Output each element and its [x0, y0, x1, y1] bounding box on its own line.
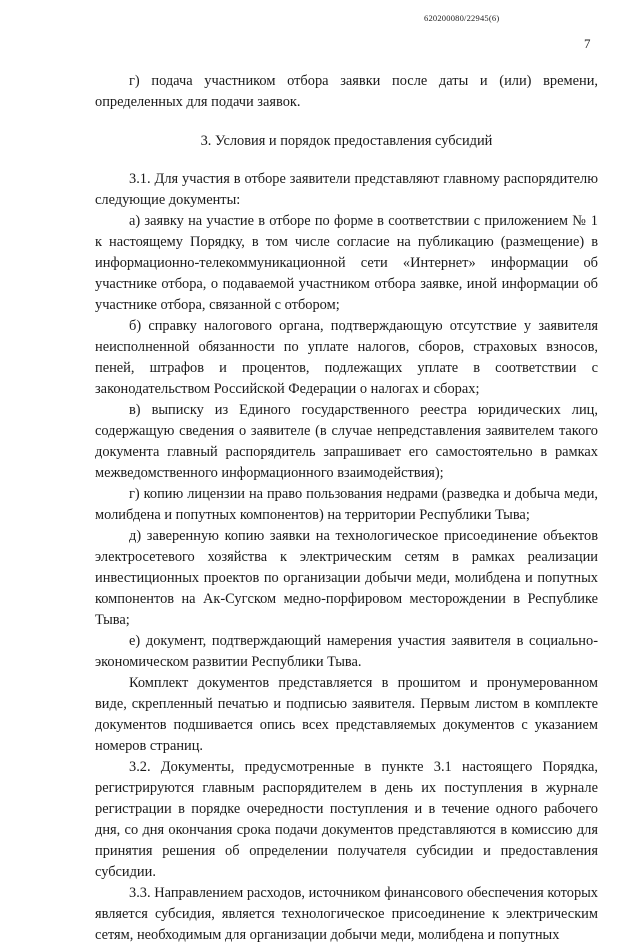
paragraph-3-1-a: а) заявку на участие в отборе по форме в соответствии с приложением № 1 к настоящему Порядку, в том числе согласие на публикацию (размещение) в информационно-телекоммуникационной сети «Интернет» информации об участнике отбора, о подаваемой участником отбора заявке, иной информации об участнике отбора, связанной с отбором;: [95, 213, 598, 313]
paragraph-3-1-b: б) справку налогового органа, подтверждающую отсутствие у заявителя неисполненной обязанности по уплате налогов, сборов, страховых взносов, пеней, штрафов и процентов, подлежащих уплате в соответствии с законодательством Российской Федерации о налогах и сборах;: [95, 318, 598, 397]
document-id: 620200080/22945(6): [424, 13, 500, 23]
paragraph-3-1-g: г) копию лицензии на право пользования недрами (разведка и добыча меди, молибдена и попутных компонентов) на территории Республики Тыва;: [95, 486, 598, 523]
paragraph-3-2: 3.2. Документы, предусмотренные в пункте 3.1 настоящего Порядка, регистрируются главным распорядителем в день их поступления в журнале регистрации в порядке очередности поступления и в течение одного рабочего дня, со дня окончания срока подачи документов представляются в комиссию для принятия решения об определении получателя субсидии и предоставления субсидии.: [95, 759, 598, 880]
section-heading: 3. Условия и порядок предоставления субсидий: [200, 133, 493, 149]
intro-paragraph: г) подача участником отбора заявки после даты и (или) времени, определенных для подачи заявок.: [95, 73, 598, 110]
paragraph-3-3: 3.3. Направлением расходов, источником финансового обеспечения которых является субсидия, является технологическое присоединение к электрическим сетям, необходимым для организации добычи меди, молибдена и попутных: [95, 885, 598, 943]
paragraph-document-set: Комплект документов представляется в прошитом и пронумерованном виде, скрепленный печатью и подписью заявителя. Первым листом в комплекте документов подшивается опись всех представляемых документов с указанием номеров страниц.: [95, 675, 598, 754]
paragraph-3-1-v: в) выписку из Единого государственного реестра юридических лиц, содержащую сведения о заявителе (в случае непредставления заявителем такого документа главный распорядитель запрашивает его самостоятельно в рамках межведомственного информационного взаимодействия);: [95, 402, 598, 481]
paragraph-3-1-d: д) заверенную копию заявки на технологическое присоединение объектов электросетевого хозяйства к электрическим сетям в рамках реализации инвестиционных проектов по организации добычи меди, молибдена и попутных компонентов на Ак-Сугском медно-порфировом месторождении в Республике Тыва;: [95, 528, 598, 628]
paragraph-3-1-e: е) документ, подтверждающий намерения участия заявителя в социально-экономическом развитии Республики Тыва.: [95, 633, 598, 670]
document-body: [95, 71, 598, 946]
paragraph-3-1: 3.1. Для участия в отборе заявители представляют главному распорядителю следующие документы:: [95, 171, 598, 208]
page-number: 7: [584, 36, 591, 51]
